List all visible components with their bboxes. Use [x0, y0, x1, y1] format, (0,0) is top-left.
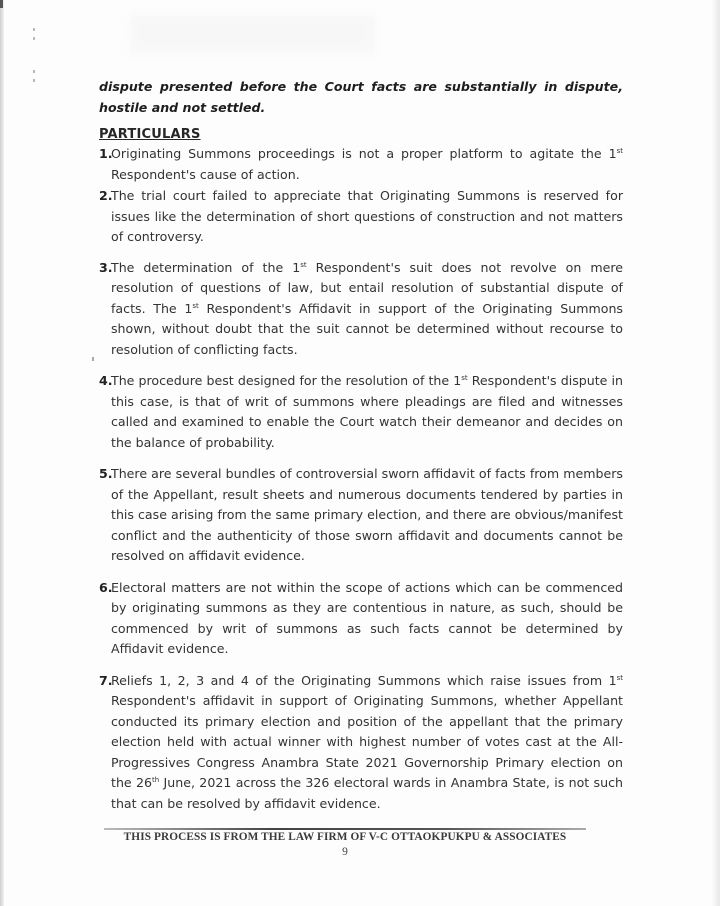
- margin-marks: [33, 28, 36, 88]
- list-item: [99, 371, 623, 453]
- item-text: Reliefs 1, 2, 3 and 4 of the Originating Summons which raise issues from 1st Respondent's affidavit in support of Originating Summons, whether Appellant conducted its primary election and position of the appellant that the primary election held with actual winner with highest number of votes cast at the All-Progressives Congress Anambra State 2021 Governorship Primary election on the 26th June, 2021 across the 326 electoral wards in Anambra State, is not such that can be resolved by affidavit evidence.: [111, 672, 623, 811]
- item-text: There are several bundles of controversial sworn affidavit of facts from members of the Appellant, result sheets and numerous documents tendered by parties in this case arising from the same primary election, and there are obvious/manifest conflict and the authenticity of those sworn affidavit and documents cannot be resolved on affidavit evidence.: [111, 466, 623, 563]
- document-body: [99, 76, 623, 814]
- item-text: Electoral matters are not within the scope of actions which can be commenced by originating summons as they are contentious in nature, as such, should be commenced by writ of summons as such facts cannot be determined by Affidavit evidence.: [111, 579, 623, 656]
- list-item: [99, 258, 623, 361]
- footer-divider: [104, 828, 586, 830]
- stray-mark: [92, 357, 94, 361]
- footer-law-firm-note: THIS PROCESS IS FROM THE LAW FIRM OF V-C OTTAOKPUKPU & ASSOCIATES: [123, 831, 567, 843]
- show-through-smudge: [130, 14, 375, 54]
- list-item: [99, 186, 623, 248]
- list-item: [99, 464, 623, 567]
- page-left-edge: [0, 0, 4, 906]
- list-item: [99, 578, 623, 660]
- item-text: The trial court failed to appreciate that Originating Summons is reserved for issues like the determination of short questions of construction and not matters of controversy.: [111, 188, 623, 244]
- item-number: 7.: [99, 672, 113, 688]
- particulars-list: [99, 144, 623, 814]
- particulars-heading: PARTICULARS: [99, 127, 201, 142]
- item-text: The determination of the 1st Respondent's suit does not revolve on mere resolution of questions of law, but entail resolution of substantial dispute of facts. The 1st Respondent's Affidavit in support of the Originating Summons shown, without doubt that the suit cannot be determined without recourse to resolution of conflicting facts.: [111, 259, 623, 357]
- item-number: 5.: [99, 466, 113, 481]
- item-text: Originating Summons proceedings is not a proper platform to agitate the 1st Respondent's cause of action.: [111, 146, 623, 182]
- page-right-edge: [712, 0, 720, 906]
- page-number: 9: [342, 846, 348, 858]
- item-text: The procedure best designed for the resolution of the 1st Respondent's dispute in this case, is that of writ of summons where pleadings are filed and witnesses called and examined to enable the Court watch their demeanor and decides on the balance of probability.: [111, 373, 623, 450]
- item-number: 3.: [99, 259, 113, 275]
- item-number: 1.: [99, 146, 113, 161]
- item-number: 6.: [99, 579, 113, 595]
- item-number: 2.: [99, 188, 113, 203]
- list-item: [99, 671, 623, 815]
- list-item: [99, 144, 623, 185]
- intro-paragraph: dispute presented before the Court facts are substantially in dispute, hostile and not settled.: [99, 79, 623, 115]
- item-number: 4.: [99, 373, 113, 388]
